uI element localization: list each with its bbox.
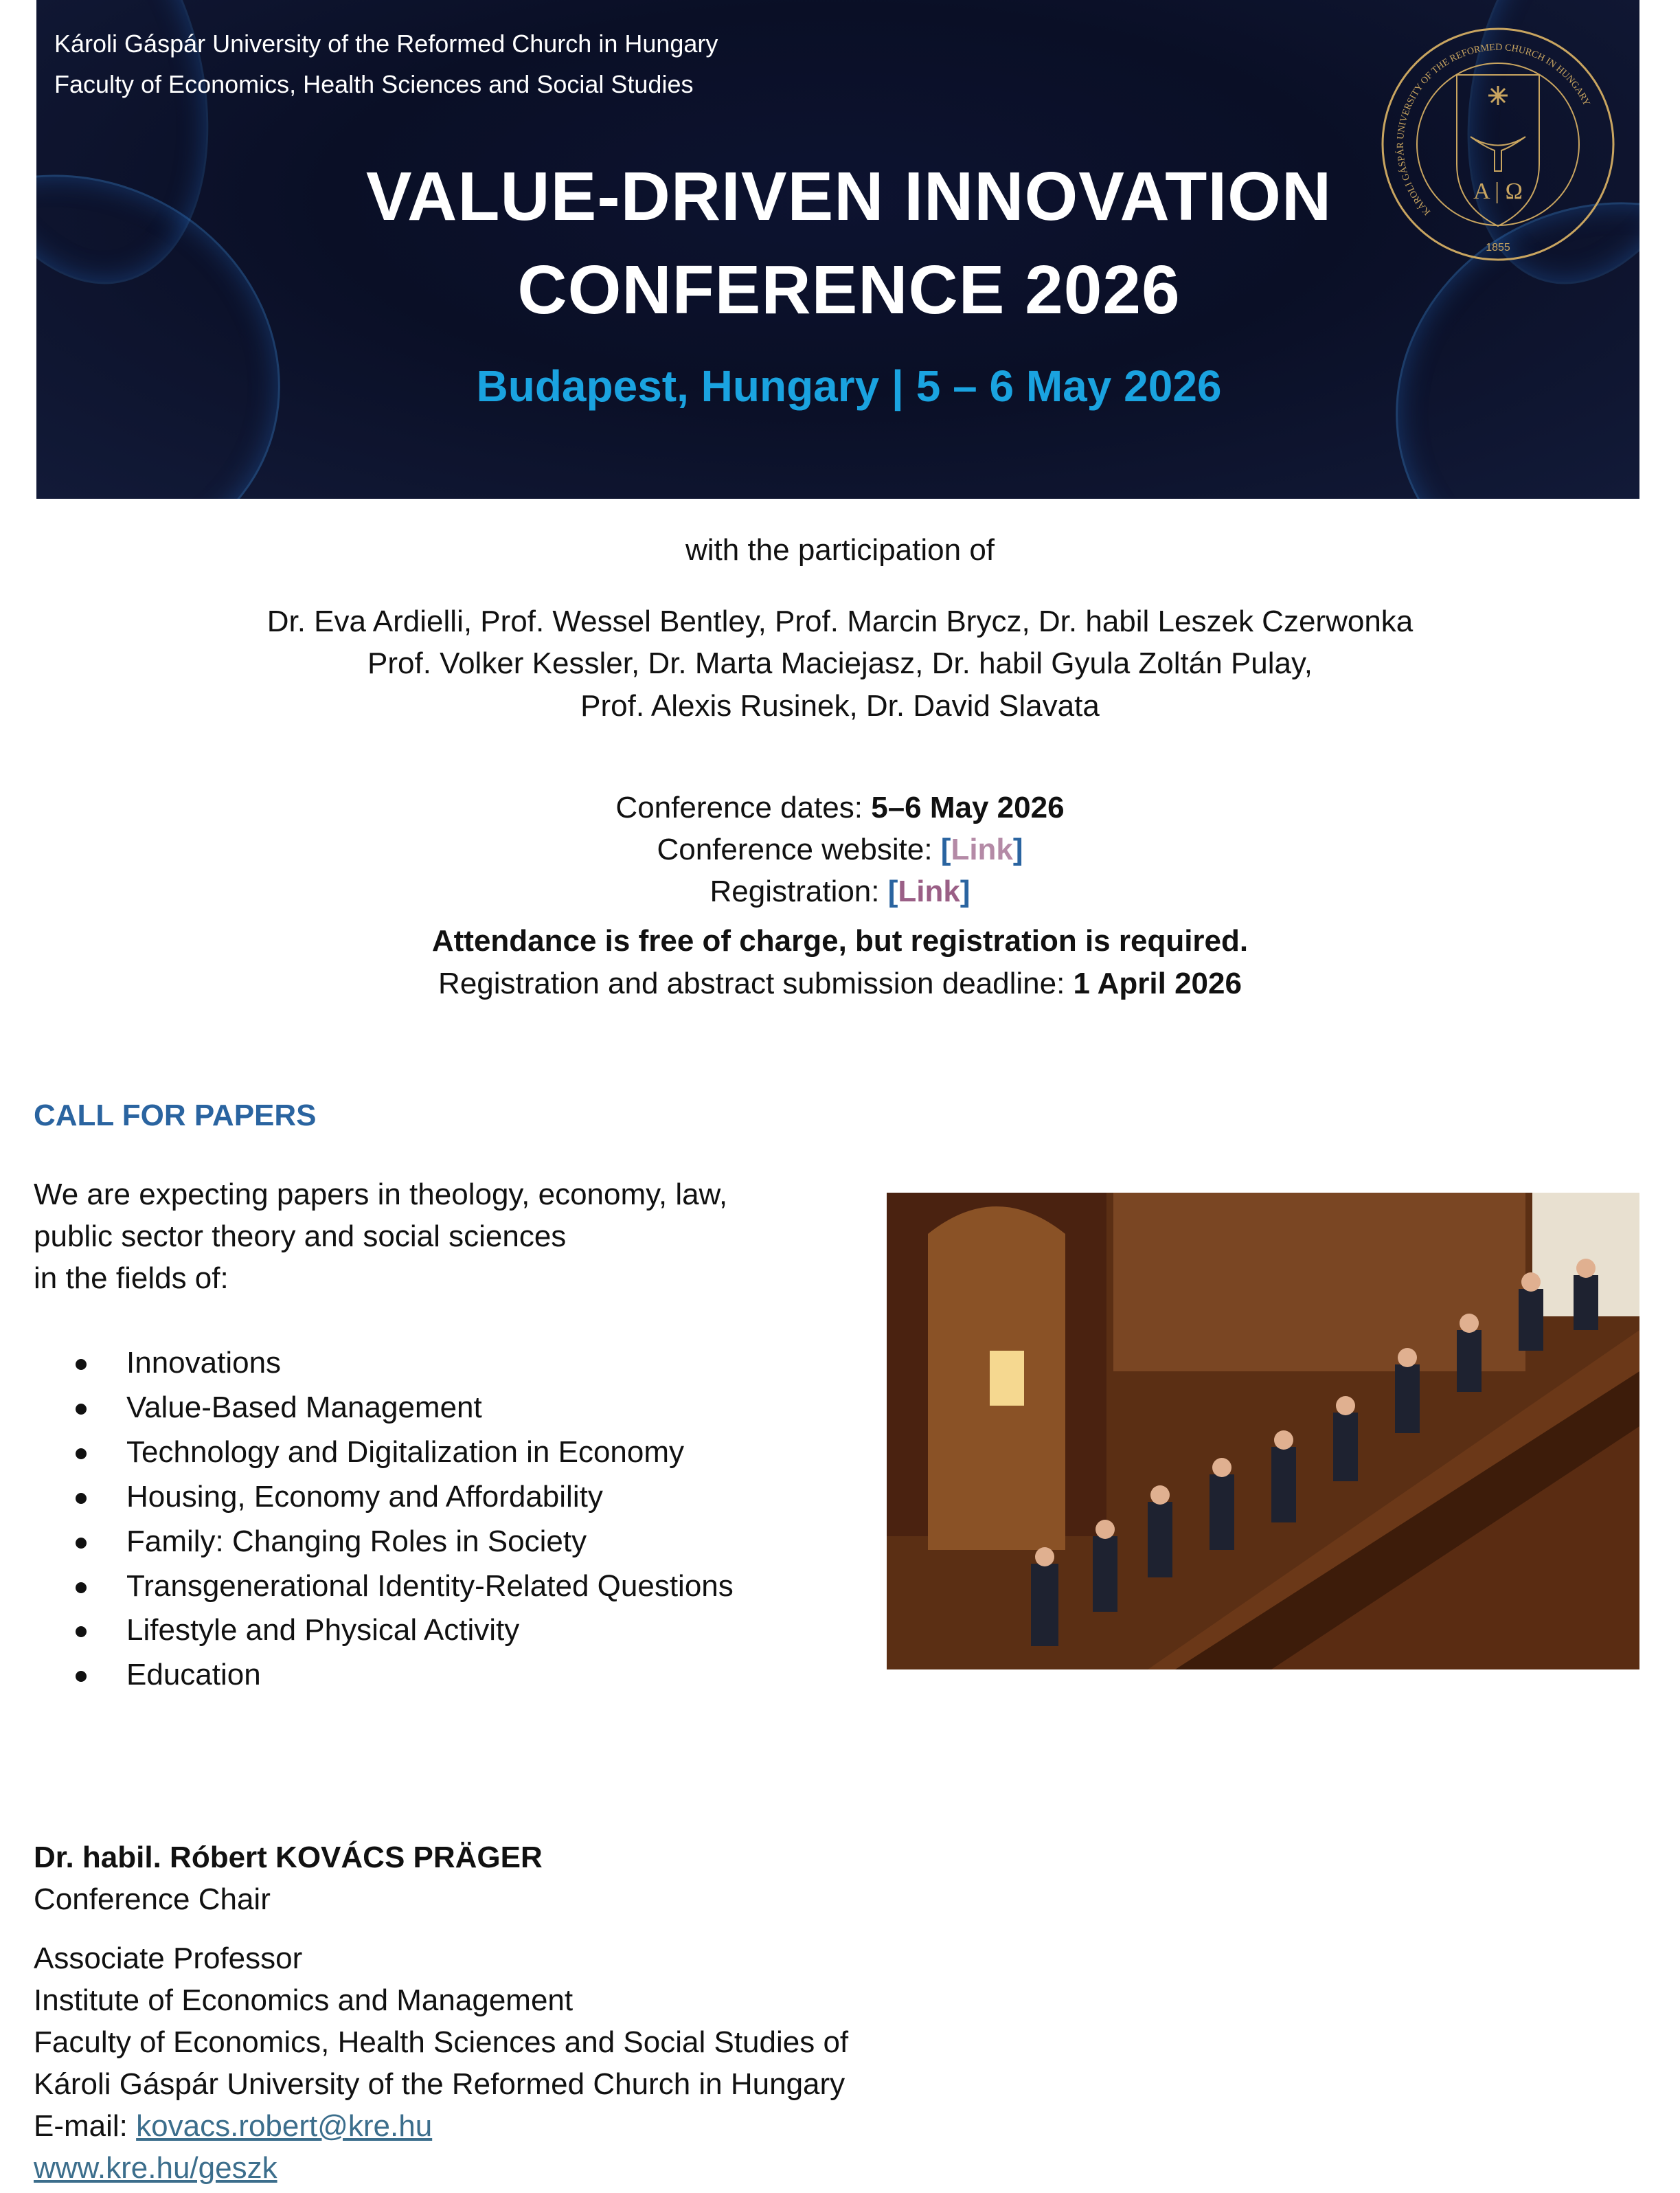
- field-label: Housing, Economy and Affordability: [126, 1480, 603, 1514]
- university-name: Károli Gáspár University of the Reformed Church in Hungary: [54, 30, 718, 58]
- bullet-icon: [76, 1359, 87, 1370]
- field-item: [76, 1435, 684, 1470]
- conference-dates: [615, 790, 1064, 826]
- location-dates: Budapest, Hungary | 5 – 6 May 2026: [476, 361, 1222, 411]
- bullet-icon: [76, 1626, 87, 1637]
- bracket: ]: [1012, 833, 1023, 866]
- seal-letters: A | Ω: [1473, 179, 1523, 204]
- cfp-intro: public sector theory and social sciences: [34, 1219, 567, 1253]
- field-label: Innovations: [126, 1346, 282, 1380]
- field-item: [76, 1568, 734, 1604]
- field-item: [76, 1345, 281, 1381]
- seal-ring-text: KÁROLI GÁSPÁR UNIVERSITY OF THE REFORMED CHURCH IN HUNGARY: [1395, 42, 1592, 217]
- conference-banner: [36, 0, 1639, 499]
- cfp-intro: We are expecting papers in theology, economy, law,: [34, 1178, 728, 1211]
- contact-email: [34, 2108, 432, 2144]
- bullet-icon: [76, 1582, 87, 1593]
- title-line2: CONFERENCE 2026: [517, 251, 1181, 328]
- email-link[interactable]: kovacs.robert@kre.hu: [136, 2109, 433, 2143]
- field-label: Education: [126, 1658, 261, 1691]
- chair-role: Conference Chair: [34, 1882, 271, 1916]
- university-seal-logo: [1381, 27, 1615, 262]
- cfp-intro: in the fields of:: [34, 1261, 229, 1295]
- registration: [710, 874, 970, 910]
- bullet-icon: [76, 1493, 87, 1504]
- participants-line: Prof. Volker Kessler, Dr. Marta Maciejasz, Dr. habil Gyula Zoltán Pulay,: [367, 646, 1313, 680]
- website-label: Conference website:: [657, 833, 941, 866]
- bracket: [: [887, 875, 898, 908]
- chair-name: Dr. habil. Róbert KOVÁCS PRÄGER: [34, 1841, 543, 1874]
- contact-line: Institute of Economics and Management: [34, 1983, 574, 2017]
- website-link[interactable]: www.kre.hu/geszk: [34, 2151, 277, 2185]
- bracket: [: [940, 833, 951, 866]
- dates-value: 5–6 May 2026: [871, 791, 1065, 824]
- field-item: [76, 1390, 482, 1426]
- deadline-label: Registration and abstract submission deadline:: [438, 967, 1074, 1000]
- contact-line: Associate Professor: [34, 1942, 303, 1975]
- field-item: [76, 1524, 587, 1560]
- field-item: [76, 1657, 261, 1693]
- title-line1: VALUE-DRIVEN INNOVATION: [365, 158, 1332, 235]
- deadline: [438, 966, 1242, 1002]
- field-label: Transgenerational Identity-Related Questions: [126, 1569, 734, 1603]
- call-for-papers-heading: CALL FOR PAPERS: [34, 1099, 317, 1132]
- field-label: Lifestyle and Physical Activity: [126, 1613, 520, 1647]
- participants-line: Dr. Eva Ardielli, Prof. Wessel Bentley, Prof. Marcin Brycz, Dr. habil Leszek Czerwonka: [266, 605, 1414, 638]
- dove-icon: [1471, 137, 1525, 171]
- dates-label: Conference dates:: [615, 791, 872, 824]
- email-label: E-mail:: [34, 2109, 137, 2143]
- conference-website: [657, 832, 1023, 868]
- contact-line: Faculty of Economics, Health Sciences and Social Studies of: [34, 2025, 849, 2059]
- bullet-icon: [76, 1671, 87, 1682]
- group-photo: [887, 1193, 1639, 1669]
- attendance-note: Attendance is free of charge, but registration is required.: [431, 924, 1249, 958]
- registration-link[interactable]: Link: [898, 875, 960, 908]
- star-icon: [1488, 86, 1508, 105]
- field-item: [76, 1612, 519, 1648]
- staircase-photo-illustration: [887, 1193, 1639, 1669]
- field-item: [76, 1479, 603, 1515]
- registration-label: Registration:: [710, 875, 888, 908]
- participants-line: Prof. Alexis Rusinek, Dr. David Slavata: [580, 689, 1100, 723]
- deadline-value: 1 April 2026: [1073, 967, 1242, 1000]
- bracket: ]: [960, 875, 970, 908]
- website-link[interactable]: Link: [951, 833, 1013, 866]
- field-label: Value-Based Management: [126, 1391, 482, 1424]
- faculty-name: Faculty of Economics, Health Sciences and Social Studies: [54, 70, 694, 98]
- bullet-icon: [76, 1404, 87, 1415]
- seal-year: 1855: [1486, 242, 1510, 254]
- bullet-icon: [76, 1538, 87, 1549]
- field-label: Technology and Digitalization in Economy: [126, 1435, 685, 1469]
- contact-line: Károli Gáspár University of the Reformed Church in Hungary: [34, 2067, 845, 2101]
- participation-intro: with the participation of: [685, 533, 995, 567]
- bullet-icon: [76, 1448, 87, 1459]
- field-label: Family: Changing Roles in Society: [126, 1525, 587, 1558]
